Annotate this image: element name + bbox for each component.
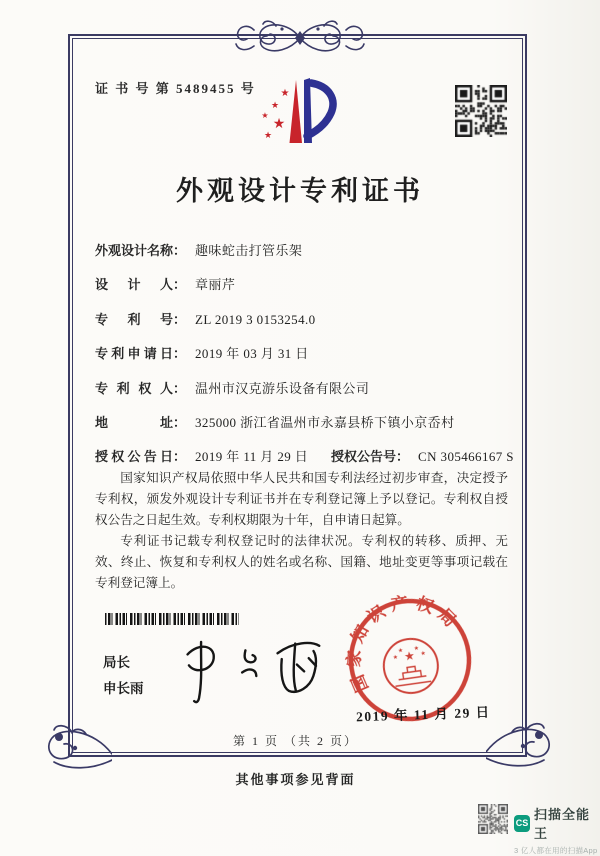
field-address: 地址： 325000 浙江省温州市永嘉县桥下镇小京岙村 — [95, 412, 507, 446]
signer-title: 局长 — [103, 655, 130, 670]
field-value: 2019 年 11 月 29 日 — [195, 449, 309, 465]
handwritten-signature — [176, 630, 336, 704]
field-label: 专利申请日 — [95, 346, 173, 362]
cnipa-logo-icon — [256, 72, 342, 150]
field-list — [95, 240, 514, 481]
certificate-number: 证 书 号 第 5489455 号 — [95, 81, 256, 96]
watermark-tagline: 3 亿人都在用的扫描App — [514, 846, 598, 855]
field-patentee: 专利权人： 温州市汉克游乐设备有限公司 — [95, 378, 507, 412]
seal-date: 2019 年 11 月 29 日 — [355, 704, 491, 725]
svg-text:★: ★ — [270, 101, 280, 111]
svg-text:★: ★ — [397, 646, 404, 655]
field-label: 专利号 — [95, 311, 173, 327]
svg-text:★: ★ — [280, 88, 290, 99]
back-side-note: 其他事项参见背面 — [235, 772, 356, 787]
svg-text:★: ★ — [413, 644, 420, 653]
qr-code — [455, 85, 507, 137]
field-value: 趣味蛇击打管乐架 — [195, 243, 303, 258]
signer-name: 申长雨 — [103, 681, 144, 696]
field-design-name: 外观设计名称： 趣味蛇击打管乐架 — [95, 240, 507, 274]
field-label: 授权公告日 — [95, 449, 173, 465]
field-value: 2019 年 03 月 31 日 — [195, 346, 309, 362]
logo-stars — [261, 88, 289, 141]
svg-text:★: ★ — [403, 648, 416, 664]
camscanner-logo-icon: CS — [514, 815, 530, 832]
legal-paragraph-1: 国家知识产权局依照中华人民共和国专利法经过初步审查，决定授予专利权，颁发外观设计专利证书并在专利登记簿上予以登记。专利权自授权公告之日起生效。专利权期限为十年，自申请日起算。 — [95, 471, 508, 527]
field-label: 授权公告号 — [331, 449, 397, 465]
svg-text:★: ★ — [272, 116, 286, 132]
signer-block — [103, 650, 144, 702]
field-application-date: 专利申请日： 2019 年 03 月 31 日 — [95, 343, 507, 377]
seal-text: 国家知识产权局 — [344, 592, 465, 695]
field-label: 地址 — [95, 414, 173, 430]
watermark-app-name: 扫描全能王 — [534, 807, 591, 841]
svg-text:★: ★ — [263, 131, 273, 141]
legal-text — [95, 468, 508, 594]
certificate-title: 外观设计专利证书 — [176, 176, 424, 206]
svg-text:★: ★ — [392, 653, 399, 662]
field-value: 温州市汉克游乐设备有限公司 — [195, 380, 370, 396]
watermark-qr-code — [478, 804, 508, 834]
svg-text:★: ★ — [420, 649, 427, 658]
field-label: 专利权人 — [95, 380, 173, 396]
field-patent-number: 专利号： ZL 2019 3 0153254.0 — [95, 309, 507, 343]
field-designer: 设计人： 章丽芹 — [95, 274, 507, 308]
camscanner-watermark — [478, 804, 600, 856]
field-value: ZL 2019 3 0153254.0 — [195, 311, 316, 327]
field-grant-date: 授权公告日： 2019 年 11 月 29 日 授权公告号： CN 305466167 S — [95, 446, 507, 480]
field-label: 外观设计名称 — [95, 243, 174, 258]
field-label: 设计人 — [95, 277, 173, 293]
national-emblem — [380, 635, 441, 696]
legal-paragraph-2: 专利证书记载专利权登记时的法律状况。专利权的转移、质押、无效、终止、恢复和专利权人的姓名或名称、国籍、地址变更等事项记载在专利登记簿上。 — [95, 534, 508, 590]
barcode — [105, 613, 239, 625]
page-number: 第 1 页 （共 2 页） — [232, 734, 358, 748]
svg-text:★: ★ — [261, 111, 269, 120]
field-value: 章丽芹 — [195, 277, 236, 293]
field-value: 325000 浙江省温州市永嘉县桥下镇小京岙村 — [195, 414, 455, 430]
field-value: CN 305466167 S — [418, 449, 514, 465]
field-grant-number: 授权公告号： CN 305466167 S — [331, 449, 514, 465]
